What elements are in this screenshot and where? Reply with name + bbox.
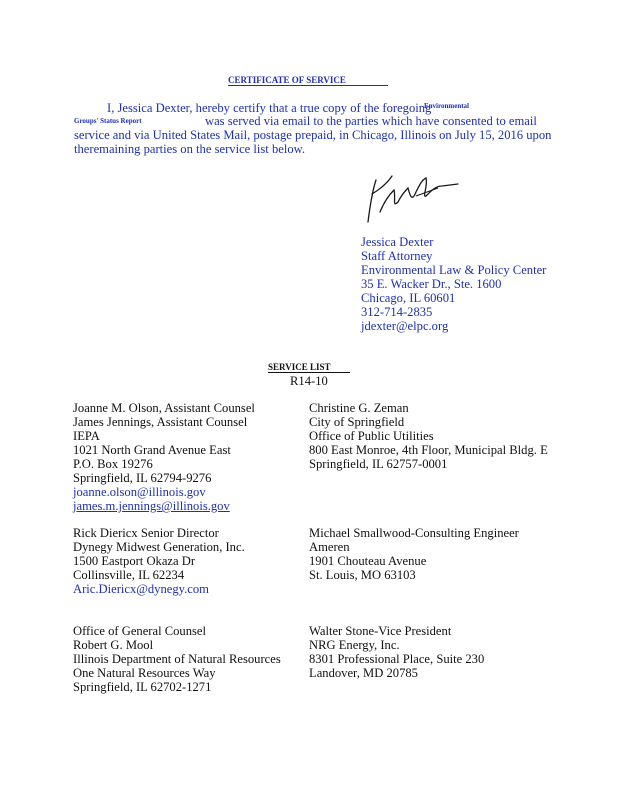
party-line: IEPA [73,429,100,443]
signer-block [361,235,546,333]
party-line: 800 East Monroe, 4th Floor, Municipal Bldg. E [309,443,548,457]
party-line: Springfield, IL 62794-9276 [73,471,212,485]
certify-line-4: theremaining parties on the service list below. [74,142,306,156]
certify-line-3: service and via United States Mail, postage prepaid, in Chicago, Illinois on July 15, 2016 upon [74,128,552,142]
signer-city: Chicago, IL 60601 [361,291,456,305]
docket-number: R14-10 [290,374,328,388]
party-email-link[interactable]: joanne.olson@illinois.gov [73,485,206,499]
overlay-groups-status-report: Groups' Status Report [74,117,142,125]
party-dynegy [73,526,245,596]
signature-graphic [362,172,472,228]
signer-name: Jessica Dexter [361,235,434,249]
party-email-link[interactable]: james.m.jennings@illinois.gov [73,499,230,513]
party-line: St. Louis, MO 63103 [309,568,416,582]
party-springfield [309,401,562,471]
party-line: Joanne M. Olson, Assistant Counsel [73,401,255,415]
party-line: James Jennings, Assistant Counsel [73,415,248,429]
party-line: Collinsville, IL 62234 [73,568,185,582]
signer-title: Staff Attorney [361,249,433,263]
party-line: Springfield, IL 62702-1271 [73,680,212,694]
party-line: 1901 Chouteau Avenue [309,554,427,568]
certify-line-2: was served via email to the parties which have consented to email [205,114,537,128]
party-line: P.O. Box 19276 [73,457,153,471]
party-line: 1021 North Grand Avenue East [73,443,231,457]
party-email-link[interactable]: Aric.Diericx@dynegy.com [73,582,209,596]
party-line: Dynegy Midwest Generation, Inc. [73,540,245,554]
signer-email[interactable]: jdexter@elpc.org [361,319,449,333]
certify-line-1 [107,101,431,115]
party-line: Springfield, IL 62757-0001 [309,457,448,471]
party-line: Walter Stone-Vice President [309,624,452,638]
service-list-title-text: SERVICE LIST [268,362,331,372]
party-line: Illinois Department of Natural Resources [73,652,281,666]
party-line: Ameren [309,540,350,554]
party-ameren [309,526,519,582]
signer-org: Environmental Law & Policy Center [361,263,547,277]
party-line: 8301 Professional Place, Suite 230 [309,652,485,666]
party-line: City of Springfield [309,415,405,429]
party-line: 1500 Eastport Okaza Dr [73,554,196,568]
certify-text-1: I, Jessica Dexter, hereby certify that a true copy of the foregoing [107,101,432,115]
party-line: Robert G. Mool [73,638,154,652]
party-line: Office of Public Utilities [309,429,434,443]
signer-street: 35 E. Wacker Dr., Ste. 1600 [361,277,502,291]
party-line: One Natural Resources Way [73,666,216,680]
overlay-environmental: Environmental [424,102,469,110]
party-line: Rick Diericx Senior Director [73,526,219,540]
party-iepa [73,401,255,513]
party-line: NRG Energy, Inc. [309,638,400,652]
party-line: Michael Smallwood-Consulting Engineer [309,526,519,540]
party-line: Christine G. Zeman [309,401,409,415]
party-idnr [73,624,281,694]
signer-phone: 312-714-2835 [361,305,433,319]
party-line: Landover, MD 20785 [309,666,418,680]
certificate-title [228,75,388,86]
party-line: Office of General Counsel [73,624,207,638]
certificate-title-text: CERTIFICATE OF SERVICE [228,75,346,85]
party-nrg [309,624,484,680]
service-list-title [268,362,350,373]
